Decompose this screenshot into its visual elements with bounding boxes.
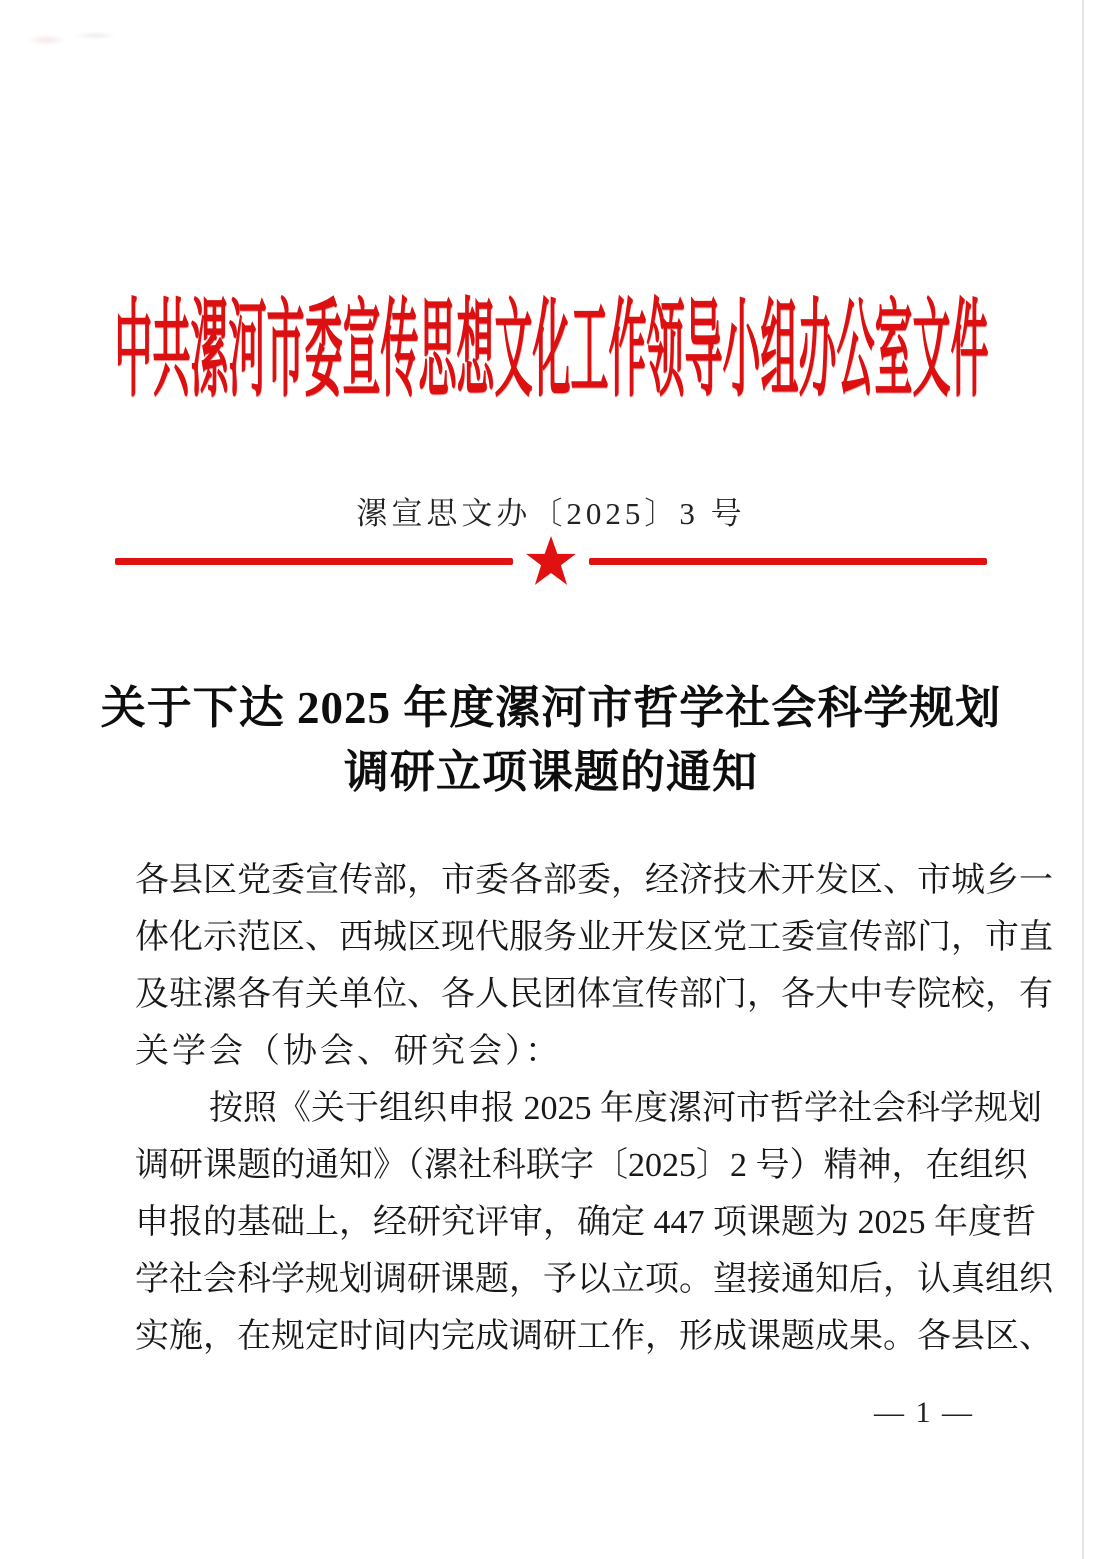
divider-line-left <box>115 558 513 565</box>
body-line: 按照《关于组织申报 2025 年度漯河市哲学社会科学规划 <box>209 1090 1042 1127</box>
issuing-office-title: 中共漯河市委宣传思想文化工作领导小组办公室文件 <box>114 290 989 409</box>
body-line: 各县区党委宣传部，市委各部委，经济技术开发区、市城乡一 <box>135 862 1053 899</box>
document-number: 漯宣思文办〔2025〕3 号 <box>356 496 746 531</box>
body-line: 申报的基础上，经研究评审，确定 447 项课题为 2025 年度哲 <box>135 1204 1036 1241</box>
body-line: 实施，在规定时间内完成调研工作，形成课题成果。各县区、 <box>135 1318 1053 1355</box>
document-title <box>0 676 1102 804</box>
document-body <box>135 852 1053 1365</box>
red-star-icon <box>525 535 577 587</box>
document-title-line1: 关于下达 2025 年度漯河市哲学社会科学规划 <box>100 683 1002 733</box>
body-line: 体化示范区、西城区现代服务业开发区党工委宣传部门，市直 <box>135 919 1053 956</box>
body-line: 及驻漯各有关单位、各人民团体宣传部门，各大中专院校，有 <box>135 976 1053 1013</box>
body-line: 调研课题的通知》（漯社科联字〔2025〕2 号）精神，在组织 <box>135 1147 1028 1184</box>
document-title-line2: 调研立项课题的通知 <box>343 747 758 797</box>
body-line: 学社会科学规划调研课题，予以立项。望接通知后，认真组织 <box>135 1261 1053 1298</box>
divider-line-right <box>589 558 987 565</box>
body-line: 关学会（协会、研究会）： <box>135 1033 562 1070</box>
document-header <box>0 290 1102 409</box>
page-number: — 1 — <box>874 1396 974 1429</box>
scan-artifact <box>28 28 118 58</box>
red-divider <box>115 532 987 590</box>
